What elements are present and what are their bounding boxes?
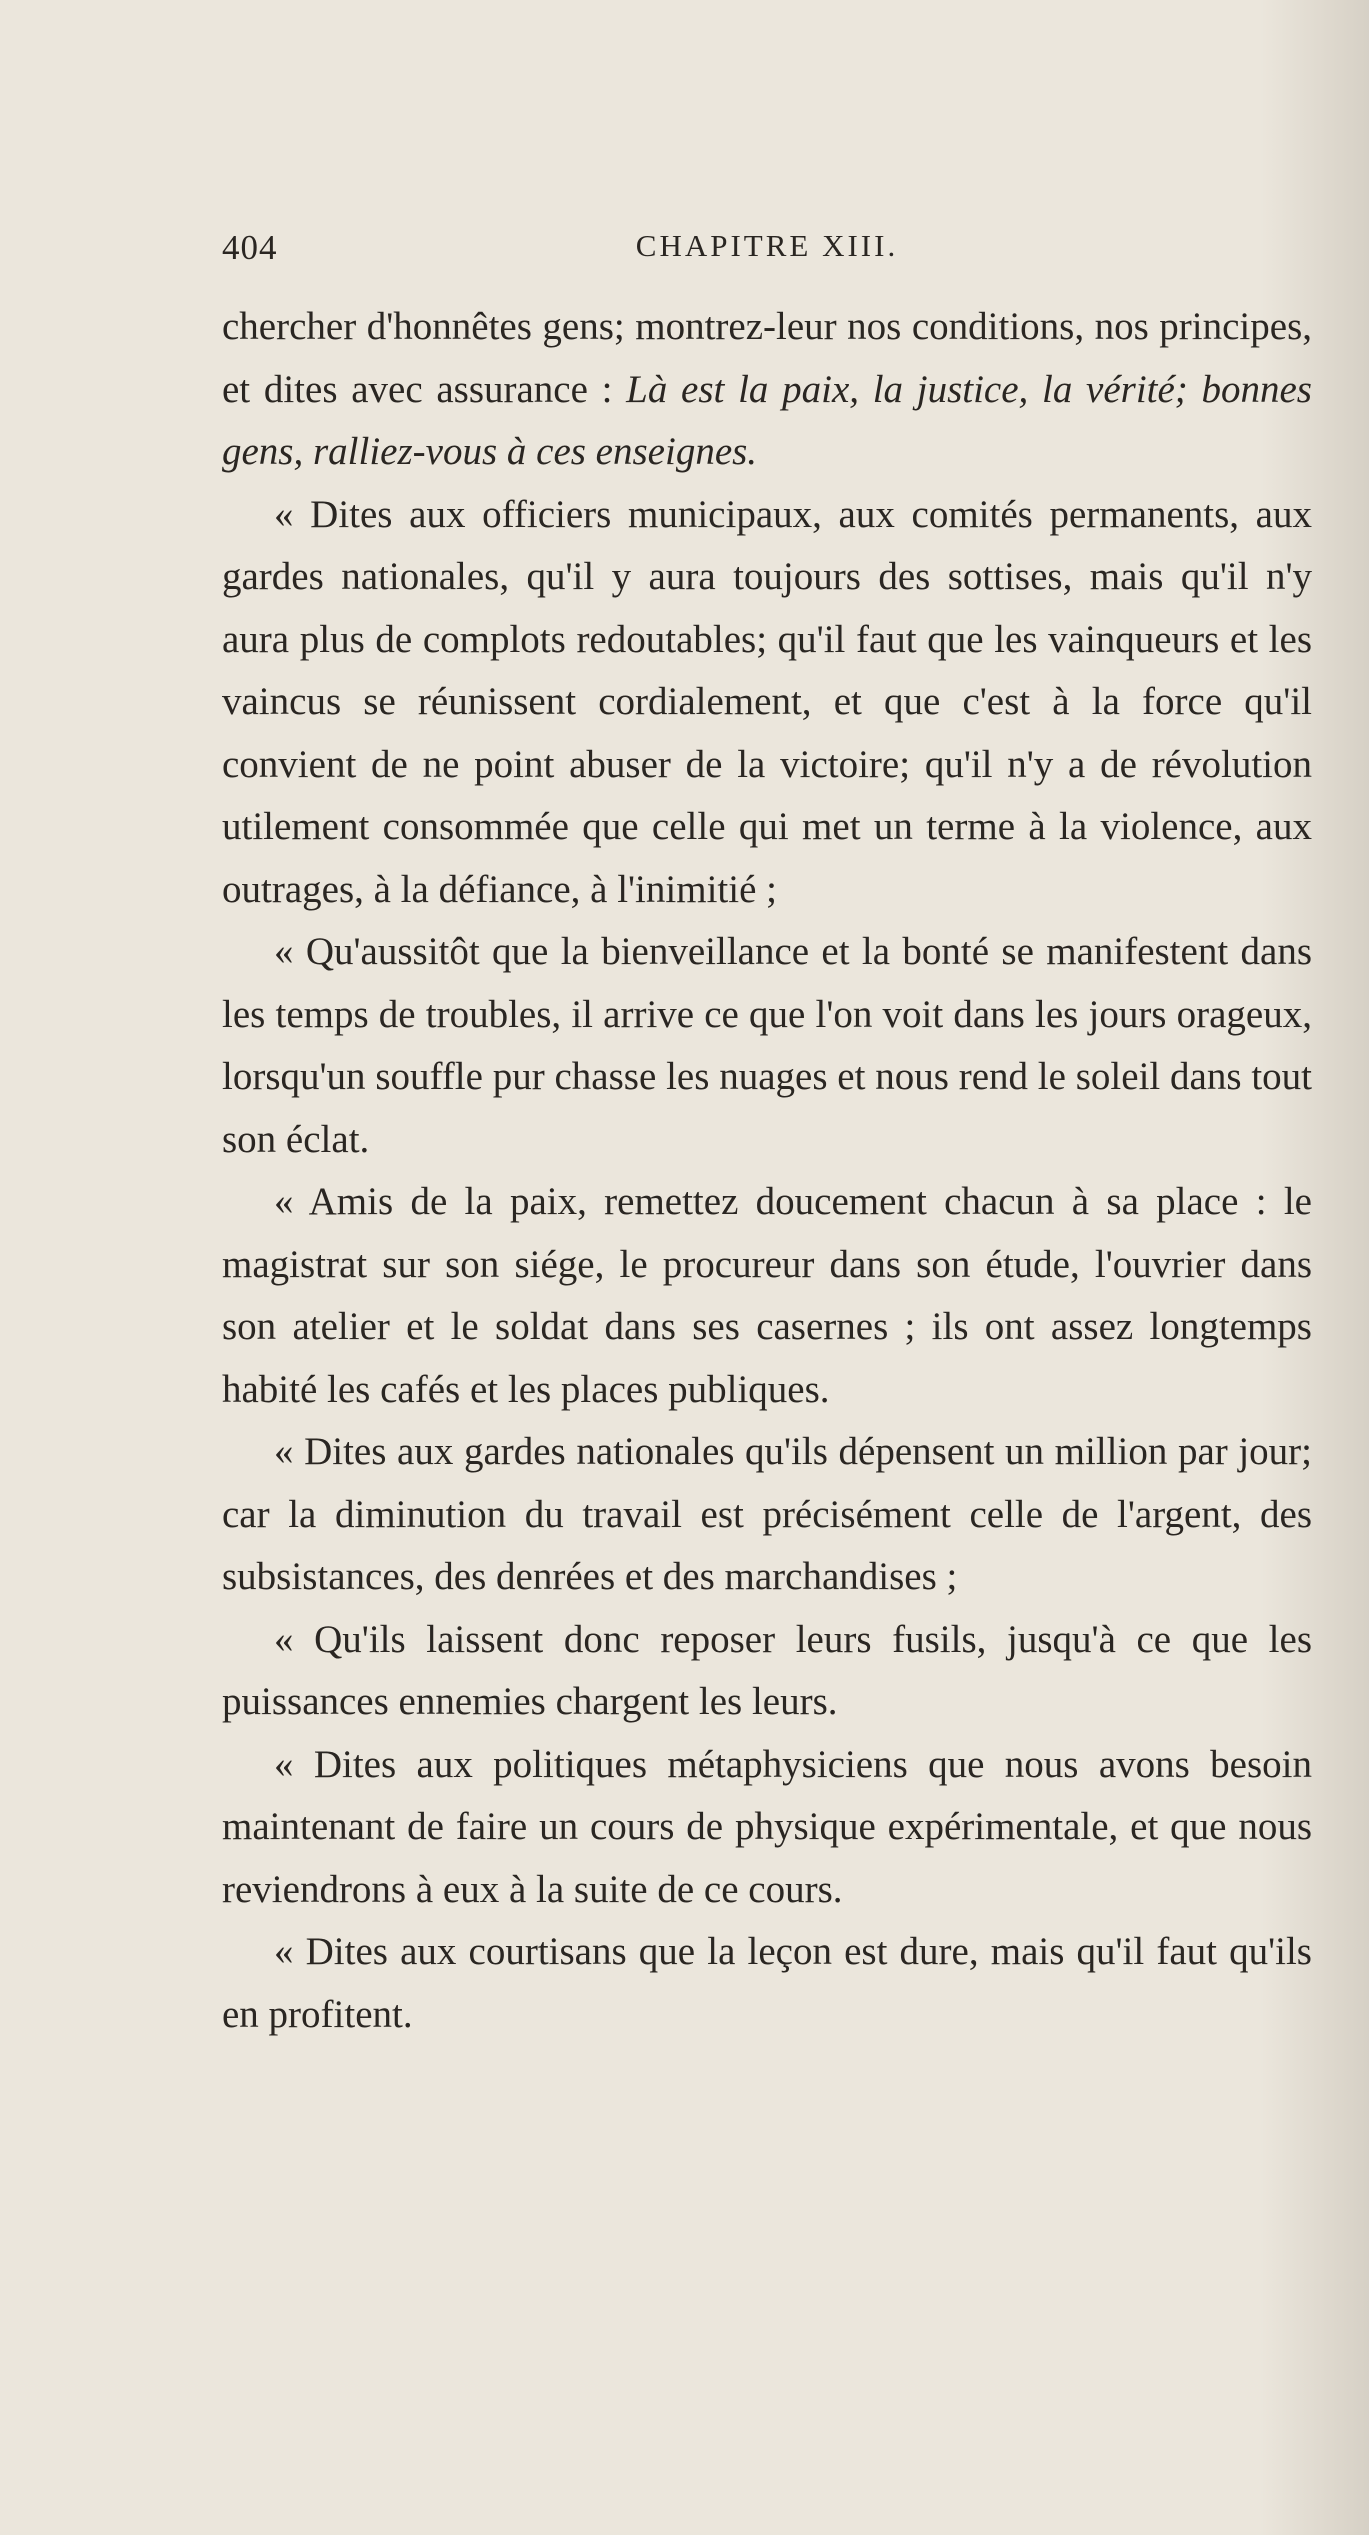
paragraph-8: « Dites aux courtisans que la leçon est dure, mais qu'il faut qu'ils en profitent. [222,1930,1312,2036]
body-text [222,296,1312,2046]
paragraph-5: « Dites aux gardes nationales qu'ils dépensent un million par jour; car la diminution du travail est précisément celle de l'argent, des subsistances, des denrées et des marchandises ; [222,1430,1312,1598]
paragraph-1-italic: Là est la paix, la justice, la vérité; bonnes gens, ralliez-vous à ces enseignes. [222,367,1312,473]
paragraph-6: « Qu'ils laissent donc reposer leurs fusils, jusqu'à ce que les puissances ennemies chargent les leurs. [222,1617,1312,1723]
page-number: 404 [222,228,278,267]
paragraph-1-text: chercher d'honnêtes gens; montrez-leur nos conditions, nos principes, et dites avec assurance : [222,305,1312,411]
paragraph-7: « Dites aux politiques métaphysiciens que nous avons besoin maintenant de faire un cours de physique expérimentale, et que nous reviendrons à eux à la suite de ce cours. [222,1742,1312,1911]
paragraph-1 [222,296,1312,484]
paragraph-2: « Dites aux officiers municipaux, aux comités permanents, aux gardes nationales, qu'il y aura toujours des sottises, mais qu'il n'y aura plus de complots redoutables; qu'il faut que les vainqueurs et les vaincus se réunissent cordialement, et que c'est à la force qu'il convient de ne point abuser de la victoire; qu'il n'y a de révolution utilement consommée que celle qui met un terme à la violence, aux outrages, à la défiance, à l'inimitié ; [222,492,1312,911]
paragraph-3: « Qu'aussitôt que la bienveillance et la bonté se manifestent dans les temps de troubles, il arrive ce que l'on voit dans les jours orageux, lorsqu'un souffle pur chasse les nuages et nous rend le soleil dans tout son éclat. [222,930,1312,1161]
chapter-title: CHAPITRE XIII. [635,228,899,263]
paragraph-4: « Amis de la paix, remettez doucement chacun à sa place : le magistrat sur son siége, le procureur dans son étude, l'ouvrier dans son atelier et le soldat dans ses casernes ; ils ont assez longtemps habité les cafés et les places publiques. [222,1180,1312,1411]
running-head [222,228,1312,278]
